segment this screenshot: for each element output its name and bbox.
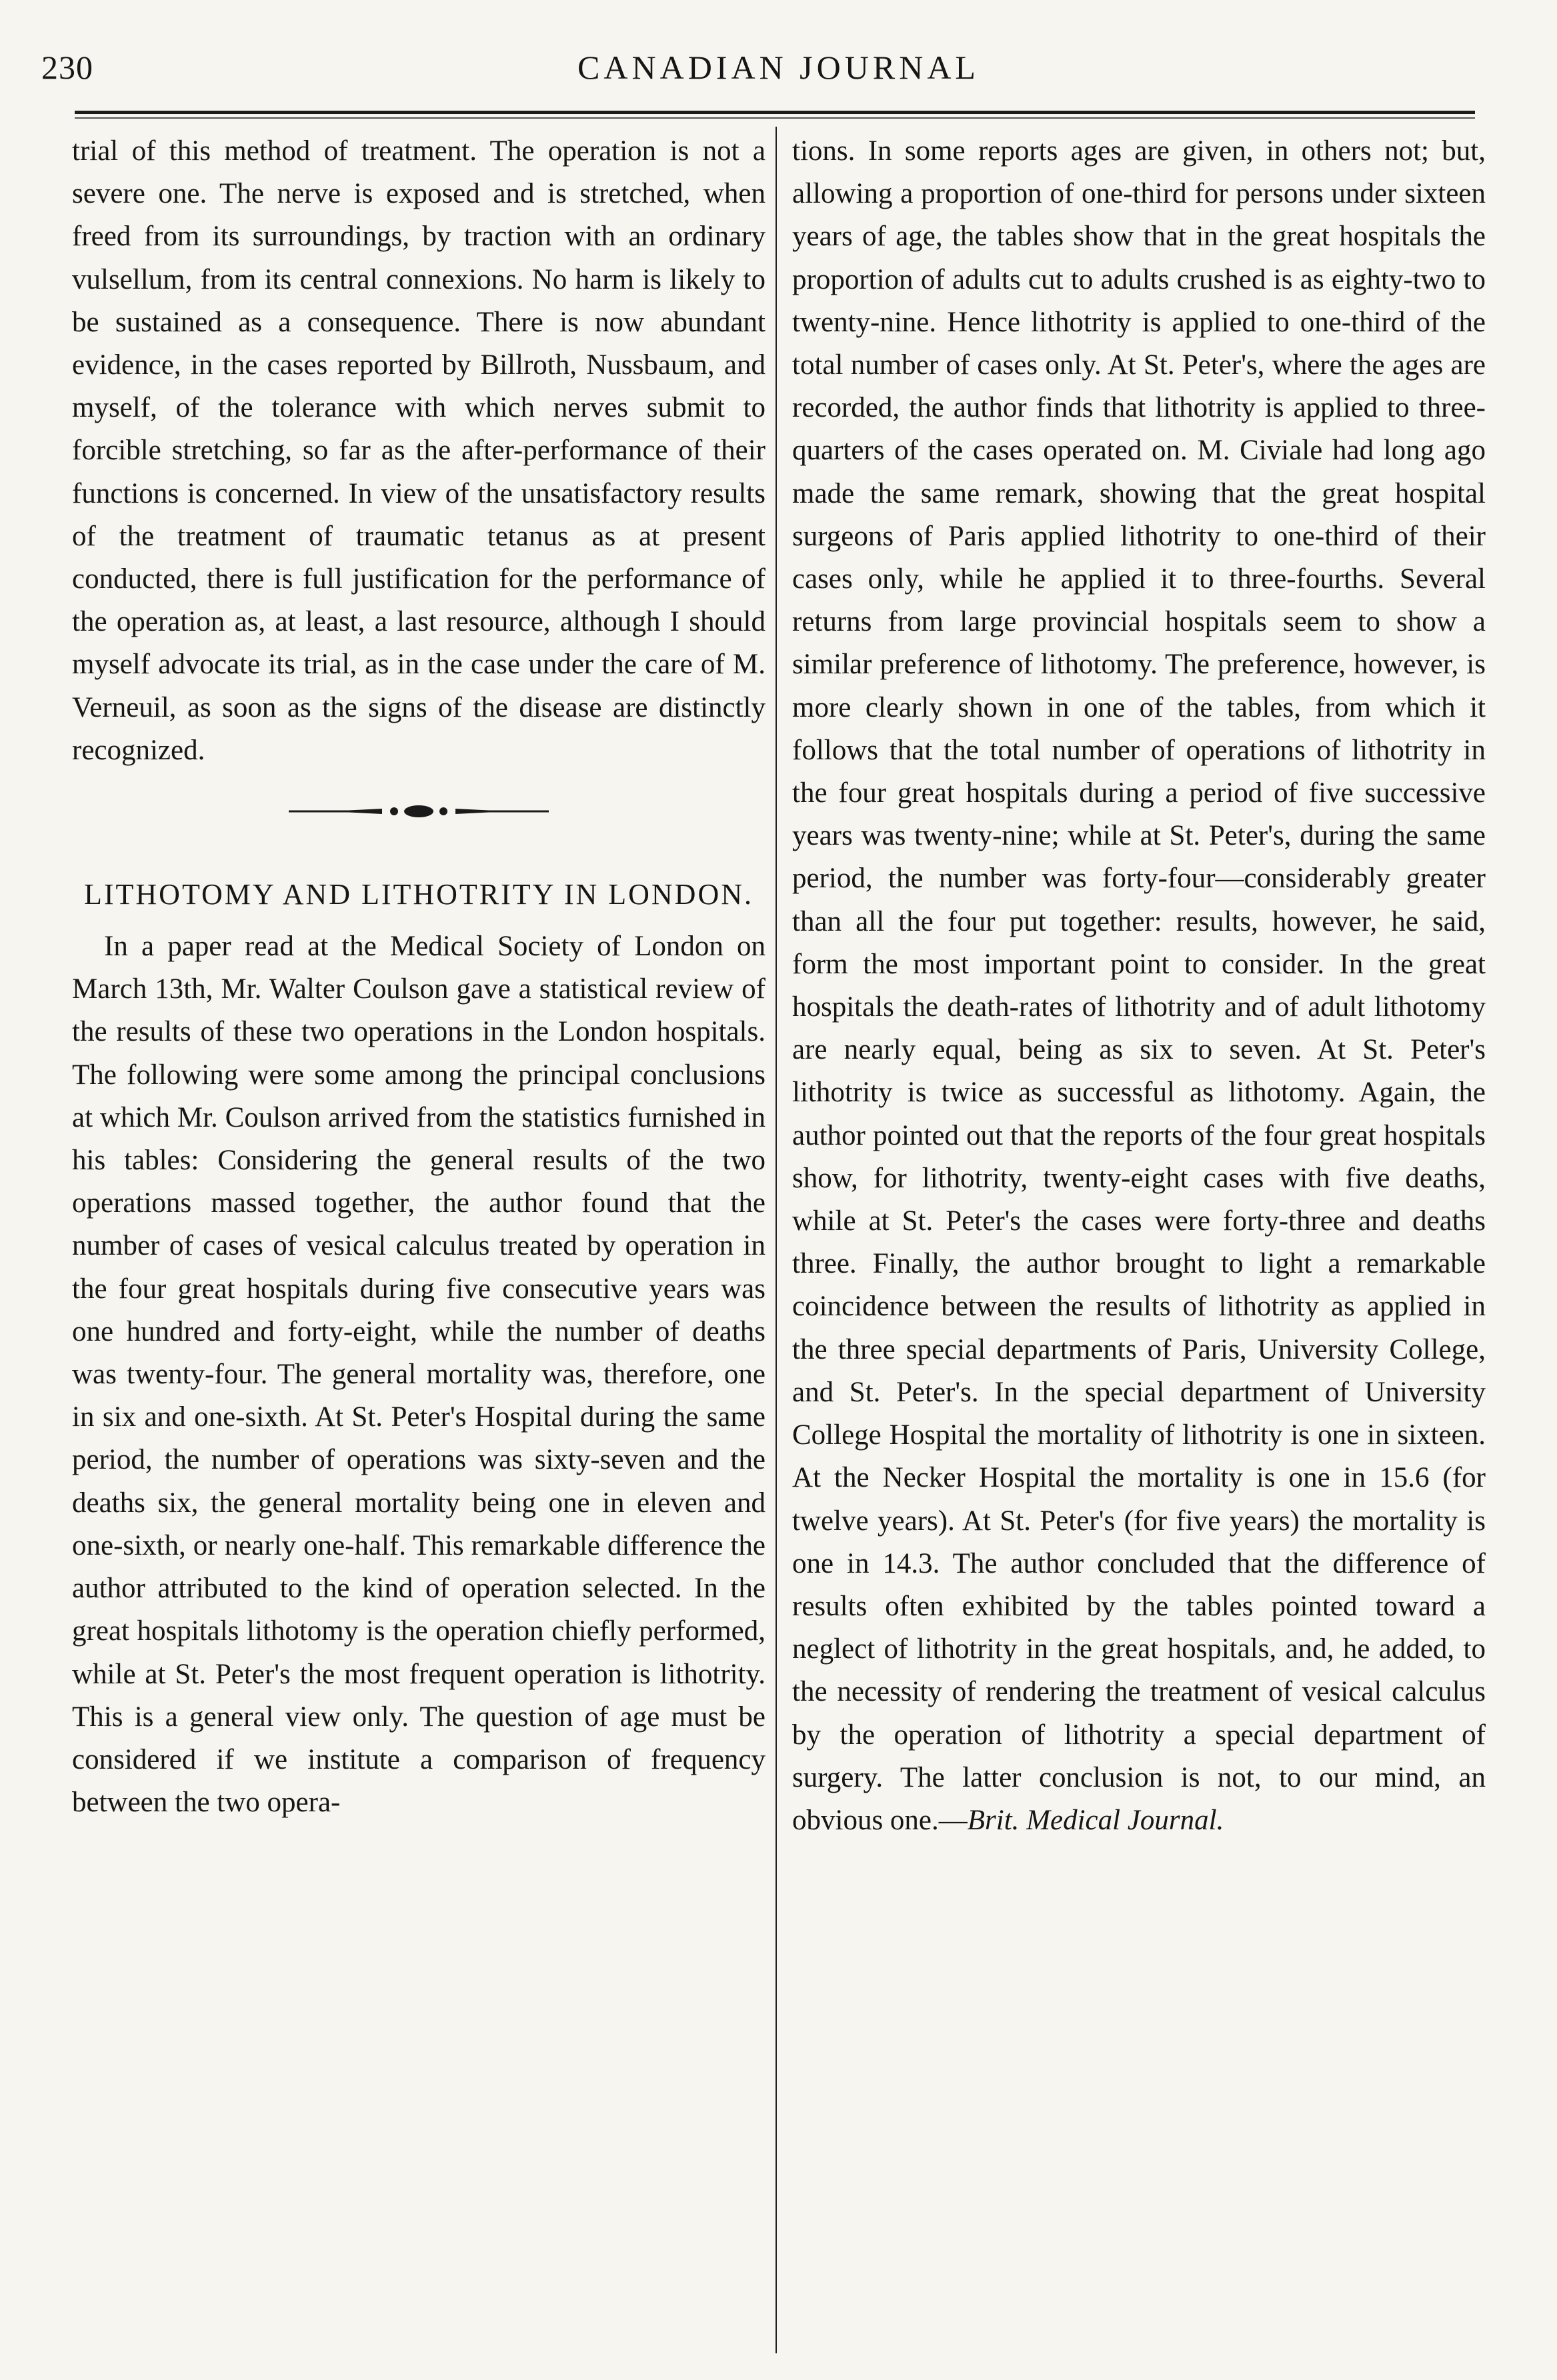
running-title: CANADIAN JOURNAL <box>577 49 980 86</box>
source-citation: Brit. Medical Journal. <box>967 1804 1224 1836</box>
column-divider <box>775 127 777 2353</box>
right-column <box>792 130 1486 1842</box>
article-paragraph-continued <box>792 130 1486 1842</box>
article-title: LITHOTOMY AND LITHOTRITY IN LONDON. <box>83 878 753 911</box>
ornament-icon <box>289 804 549 819</box>
article-paragraph: In a paper read at the Medical Society of London on March 13th, Mr. Walter Coulson gave a statistical review of the results of these two operations in the London hospitals. The following were some among the principal conclusions at which Mr. Coulson arrived from the statistics furnished in his tables: Considering the general results of the two operations massed together, the author found that the number of cases of vesical calculus treated by operation in the four great hospitals during five consecutive years was one hundred and forty-eight, while the number of deaths was twenty-four. The general mortality was, therefore, one in six and one-sixth. At St. Peter's Hospital during the same period, the number of operations was sixty-seven and the deaths six, the general mortality being one in eleven and one-sixth, or nearly one-half. This remarkable difference the author attributed to the kind of operation selected. In the great hospitals lithotomy is the operation chiefly performed, while at St. Peter's the most frequent operation is lithotrity. This is a general view only. The question of age must be considered if we institute a comparison of frequency between the two opera- <box>72 931 765 1819</box>
header-rule <box>75 111 1475 114</box>
page-number: 230 <box>41 49 93 86</box>
divider-ornament <box>72 772 765 851</box>
article-continued-text: tions. In some reports ages are given, in others not; but, allowing a proportion of one-third for persons under sixteen years of age, the tables show that in the great hospitals the proportion of adults cut to adults crushed is as eighty-two to twenty-nine. Hence lithotrity is applied to one-third of the total number of cases only. At St. Peter's, where the ages are recorded, the author finds that lithotrity is applied to three-quarters of the cases operated on. M. Civiale had long ago made the same remark, showing that the great hospital surgeons of Paris applied lithotrity to one-third of their cases only, while he applied it to three-fourths. Several returns from large provincial hospitals seem to show a similar preference of lithotomy. The preference, however, is more clearly shown in one of the tables, from which it follows that the total number of operations of lithotrity in the four great hospitals during a period of five successive years was twenty-nine; while at St. Peter's, during the same period, the number was forty-four—considerably greater than all the four put together: results, however, he said, form the most important point to consider. In the great hospitals the death-rates of lithotrity and of adult lithotomy are nearly equal, being as six to seven. At St. Peter's lithotrity is twice as successful as lithotomy. Again, the author pointed out that the reports of the four great hospitals show, for lithotrity, twenty-eight cases with five deaths, while at St. Peter's the cases were forty-three and deaths three. Finally, the author brought to light a remarkable coincidence between the results of lithotrity as applied in the three special departments of Paris, University College, and St. Peter's. In the special department of University College Hospital the mortality of lithotrity is one in sixteen. At the Necker Hospital the mortality is one in 15.6 (for twelve years). At St. Peter's (for five years) the mortality is one in 14.3. The author concluded that the difference of results often exhibited by the tables pointed toward a neglect of lithotrity in the great hospitals, and, he added, to the necessity of rendering the treatment of vesical calculus by the operation of lithotrity a special department of surgery. The latter conclusion is not, to our mind, an obvious one.— <box>792 135 1486 1836</box>
continued-paragraph: trial of this method of treatment. The operation is not a severe one. The nerve is exposed and is stretched, when freed from its surroundings, by traction with an ordinary vulsellum, from its central connexions. No harm is likely to be sustained as a consequence. There is now abundant evidence, in the cases reported by Billroth, Nussbaum, and myself, of the tolerance with which nerves submit to forcible stretching, so far as the after-performance of their functions is concerned. In view of the unsatisfactory results of the treatment of traumatic tetanus as at present conducted, there is full justification for the performance of the operation as, at least, a last resource, although I should myself advocate its trial, as in the case under the care of M. Verneuil, as soon as the signs of the disease are distinctly recognized. <box>72 135 765 766</box>
header-rule-thin <box>75 117 1475 119</box>
left-column <box>72 130 765 1824</box>
